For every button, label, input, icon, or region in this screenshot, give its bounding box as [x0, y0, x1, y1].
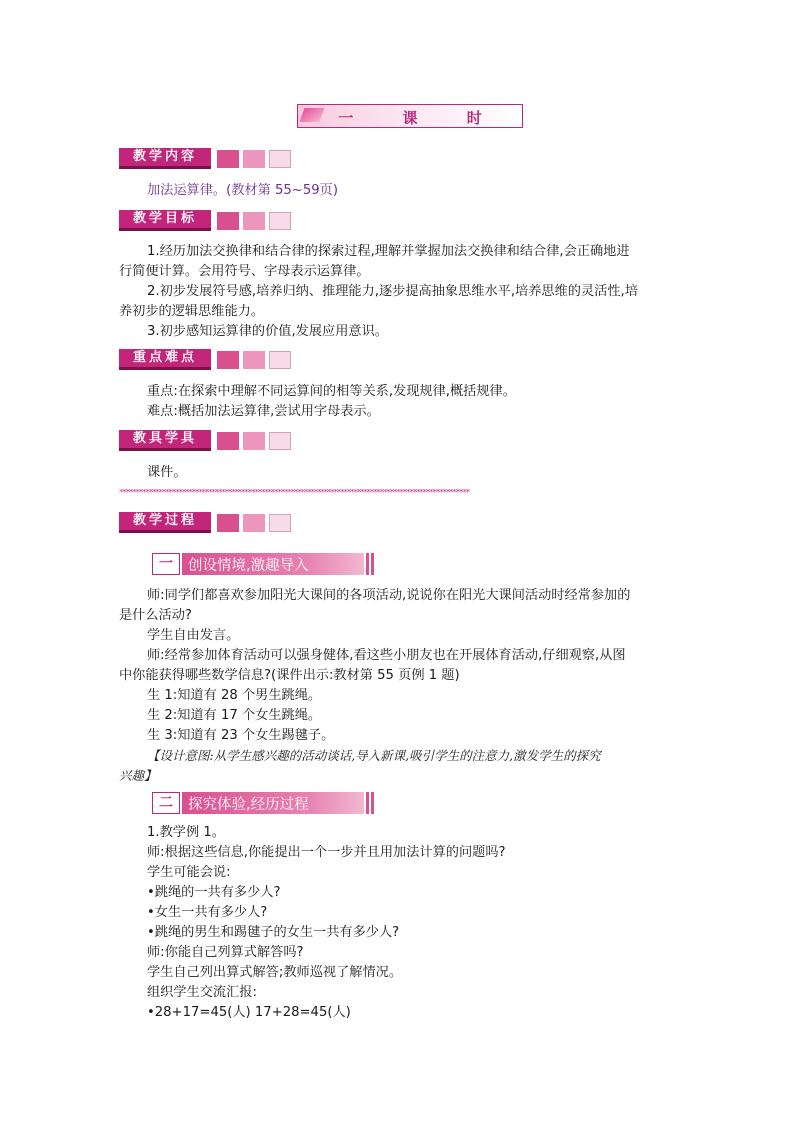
text-line: 3.初步感知运算律的价值,发展应用意识。 [147, 324, 388, 339]
lesson-title: 一 课 时 [338, 109, 504, 127]
section-label: 教具学具 [119, 430, 211, 451]
keypoints-text [119, 382, 689, 422]
text-line: 重点:在探索中理解不同运算间的相等关系,发现规律,概括规律。 [147, 384, 516, 399]
decor-stripe [366, 553, 369, 575]
decor-square [269, 212, 291, 230]
decor-square [243, 212, 265, 230]
text-line: •跳绳的一共有多少人? [147, 885, 281, 900]
section-label: 教学过程 [119, 512, 211, 533]
decor-square [217, 432, 239, 450]
decor-square [217, 514, 239, 532]
decor-square [269, 150, 291, 168]
text-line: 生 3:知道有 23 个女生踢毽子。 [147, 728, 335, 743]
text-line: 行简便计算。会用符号、字母表示运算律。 [119, 264, 370, 279]
star-divider: ********************************************************************************************************** [119, 489, 469, 497]
lesson-title-banner [297, 104, 523, 128]
text-line: 师:根据这些信息,你能提出一个一步并且用加法计算的问题吗? [147, 845, 506, 860]
decor-square [269, 514, 291, 532]
phase-title-bar [182, 792, 364, 814]
text-line: •28+17=45(人) 17+28=45(人) [147, 1005, 351, 1020]
content-text: 加法运算律。(教材第 55~59页) [147, 183, 338, 198]
decor-stripe [366, 792, 369, 814]
text-line: 难点:概括加法运算律,尝试用字母表示。 [147, 404, 380, 419]
phase-title-bar [182, 553, 364, 575]
text-line: 生 2:知道有 17 个女生跳绳。 [147, 708, 322, 723]
text-line: •跳绳的男生和踢毽子的女生一共有多少人? [147, 925, 400, 940]
decor-square [243, 432, 265, 450]
text-line: •女生一共有多少人? [147, 905, 268, 920]
decor-square [243, 351, 265, 369]
decor-square [269, 432, 291, 450]
text-line: 学生自由发言。 [147, 628, 240, 643]
design-note: 兴趣】 [119, 768, 157, 783]
text-line: 是什么活动? [119, 608, 192, 623]
decor-square [269, 351, 291, 369]
decor-stripe [371, 553, 374, 575]
text-line: 学生自己列出算式解答;教师巡视了解情况。 [147, 965, 403, 980]
phase2-text [119, 823, 689, 1023]
text-line: 中你能获得哪些数学信息?(课件出示:教材第 55 页例 1 题) [119, 668, 460, 683]
text-line: 学生可能会说: [147, 865, 231, 880]
design-note: 【设计意图:从学生感兴趣的活动谈话,导入新课,吸引学生的注意力,激发学生的探究 [147, 748, 601, 763]
text-line: 师:经常参加体育活动可以强身健体,看这些小朋友也在开展体育活动,仔细观察,从图 [147, 648, 626, 663]
section-label: 教学目标 [119, 210, 211, 231]
phase-number: 一 [152, 553, 180, 575]
text-line: 生 1:知道有 28 个男生跳绳。 [147, 688, 322, 703]
phase-header-2 [152, 792, 374, 814]
text-line: 师:你能自己列算式解答吗? [147, 945, 304, 960]
decor-stripe [371, 792, 374, 814]
decor-square [217, 212, 239, 230]
phase-title: 创设情境,激趣导入 [188, 558, 309, 574]
goals-text [119, 242, 689, 342]
decor-square [243, 150, 265, 168]
section-label: 重点难点 [119, 349, 211, 370]
decor-square [217, 351, 239, 369]
text-line: 师:同学们都喜欢参加阳光大课间的各项活动,说说你在阳光大课间活动时经常参加的 [147, 588, 631, 603]
text-line: 2.初步发展符号感,培养归纳、推理能力,逐步提高抽象思维水平,培养思维的灵活性,培 [147, 284, 638, 299]
text-line: 组织学生交流汇报: [147, 985, 257, 1000]
text-line: 养初步的逻辑思维能力。 [119, 304, 265, 319]
phase-title: 探究体验,经历过程 [188, 797, 309, 813]
text-line: 1.经历加法交换律和结合律的探索过程,理解并掌握加法交换律和结合律,会正确地进 [147, 244, 630, 259]
phase-number: 二 [152, 792, 180, 814]
tools-text: 课件。 [147, 465, 187, 480]
section-label: 教学内容 [119, 148, 211, 169]
decor-square [217, 150, 239, 168]
text-line: 1.教学例 1。 [147, 825, 225, 840]
phase1-text [119, 586, 689, 786]
phase-header-1 [152, 553, 374, 575]
decor-square [243, 514, 265, 532]
